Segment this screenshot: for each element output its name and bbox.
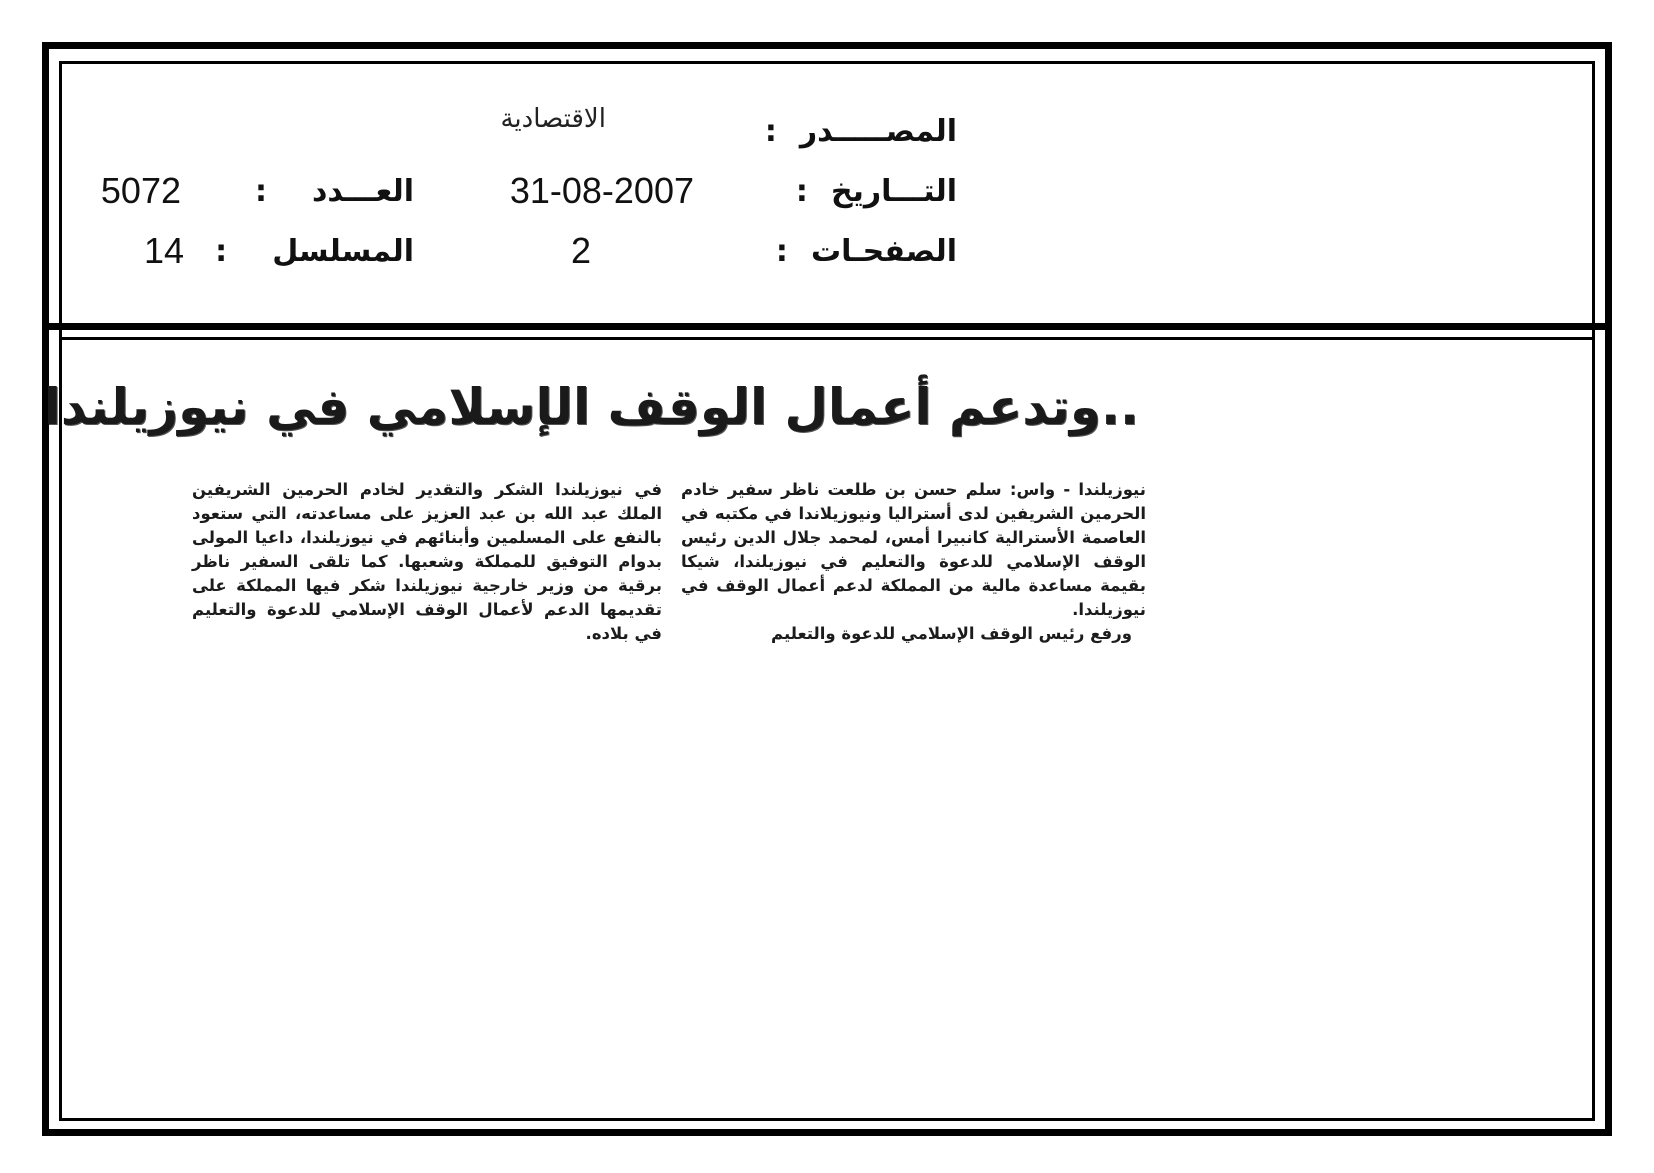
date-colon: : [795,174,808,209]
pages-label-group [776,234,957,269]
article-column-left [192,478,662,646]
issue-colon: : [254,174,267,209]
pages-colon: : [775,234,788,269]
serial-value: 14 [143,230,184,271]
date-label: التـــاريخ [831,174,957,209]
source-colon: : [764,114,777,149]
pages-label: الصفحـات [811,234,957,269]
date-value: 31-08-2007 [509,170,694,211]
article-column-right [681,478,1146,646]
article-headline: ..وتدعم أعمال الوقف الإسلامي في نيوزيلندا [43,378,1139,436]
serial-label-group [215,234,414,269]
header-divider-inner [59,337,1595,340]
issue-value: 5072 [100,170,181,211]
serial-colon: : [215,234,228,269]
header-divider [42,323,1612,330]
article-paragraph: نيوزيلندا - واس: سلم حسن بن طلعت ناظر سفير خادم الحرمين الشريفين لدى أستراليا ونيوزيلاندا في مكتبه في العاصمة الأسترالية كانبيرا أمس، لمحمد جلال الدين رئيس الوقف الإسلامي للدعوة والتعليم في نيوزيلندا، شيكا بقيمة مساعدة مالية من المملكة لدعم أعمال الوقف في نيوزيلندا. [681,480,1146,619]
article-paragraph: في نيوزيلندا الشكر والتقدير لخادم الحرمين الشريفين الملك عبد الله بن عبد العزيز على مساعدته، التي ستعود بالنفع على المسلمين وأبنائهم في نيوزيلندا، داعيا المولى بدوام التوفيق للمملكة وشعبها. كما تلقى السفير ناظر برقية من وزير خارجية نيوزيلندا شكر فيها المملكة على تقديمها الدعم لأعمال الوقف الإسلامي للدعوة والتعليم في بلاده. [192,480,662,643]
source-value: الاقتصادية [500,104,606,134]
serial-label: المسلسل [272,234,414,269]
pages-value: 2 [570,230,591,271]
issue-label: العـــدد [312,174,414,209]
date-label-group [796,174,957,209]
issue-label-group [255,174,414,209]
source-label: المصـــــدر [799,114,957,149]
article-paragraph: ورفع رئيس الوقف الإسلامي للدعوة والتعليم [771,624,1132,643]
source-label-group [765,114,957,149]
